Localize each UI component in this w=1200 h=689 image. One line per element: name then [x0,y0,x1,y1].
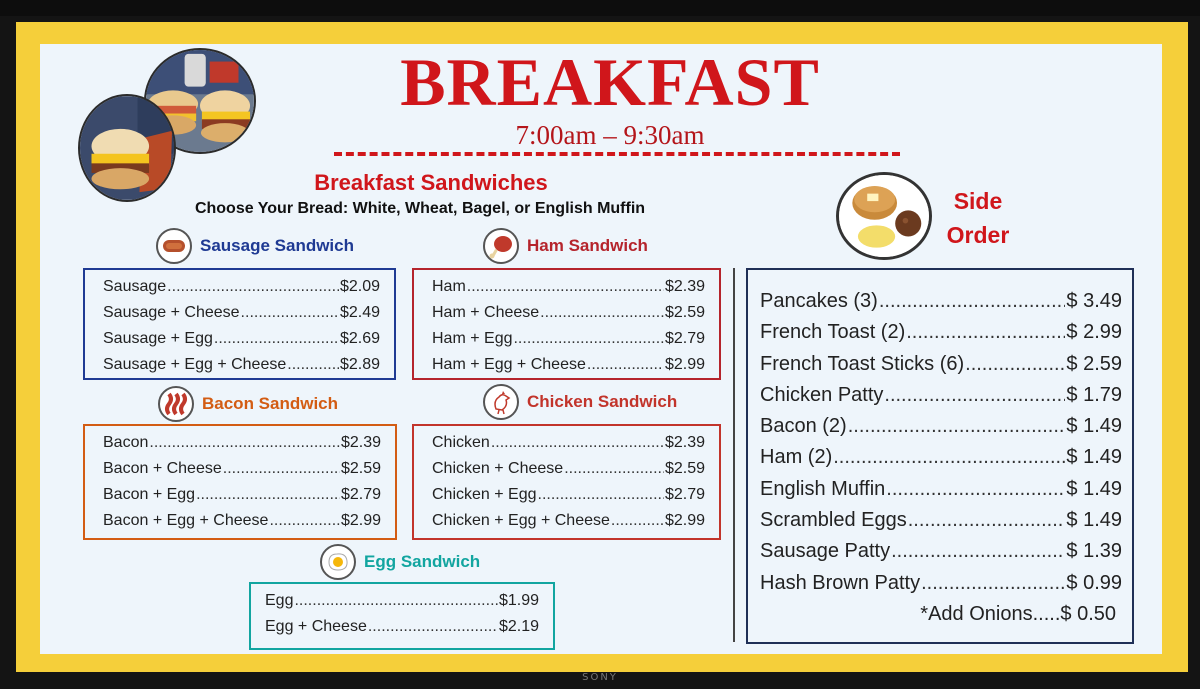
side-order-title-line1: Side [953,188,1003,214]
ham-category-header [483,228,648,264]
sausage-category-header [156,228,354,264]
pancake-plate-photo [836,172,932,260]
menu-item-row: Sausage + Cheese ..... $2.49 [103,300,380,326]
menu-item-row: Bacon + Cheese ..... $2.59 [103,456,381,482]
side-item-row: Bacon (2) ..... $ 1.49 [760,411,1122,442]
sausage-icon [156,228,192,264]
chicken-category-label: Chicken Sandwich [527,392,678,411]
sausage-category-label: Sausage Sandwich [200,236,354,255]
menu-item-row: Chicken + Cheese ..... $2.59 [432,456,705,482]
side-order-price-box [746,268,1134,644]
menu-item-row: Ham + Egg + Cheese ..... $2.99 [432,352,705,378]
side-item-row: French Toast Sticks (6) ..... $ 2.59 [760,349,1122,380]
ham-category-label: Ham Sandwich [527,236,648,255]
egg-category-header [320,544,480,580]
menu-item-row: Egg + Cheese ..... $2.19 [265,614,539,640]
side-item-row: Chicken Patty ..... $ 1.79 [760,380,1122,411]
sandwiches-section-title: Breakfast Sandwiches [314,170,548,195]
bread-choice-note: Choose Your Bread: White, Wheat, Bagel, or English Muffin [194,200,646,217]
egg-price-box [249,582,555,650]
side-item-row: Pancakes (3) ..... $ 3.49 [760,286,1122,317]
serving-hours: 7:00am – 9:30am [515,120,705,150]
menu-item-row: Chicken + Egg + Cheese ..... $2.99 [432,508,705,534]
side-item-row: French Toast (2) ..... $ 2.99 [760,317,1122,348]
addon-price: $ 0.50 [1060,602,1116,625]
addon-label: *Add Onions [920,602,1033,625]
menu-item-row: Sausage + Egg + Cheese ..... $2.89 [103,352,380,378]
bacon-icon [158,386,194,422]
side-item-row: Sausage Patty ..... $ 1.39 [760,536,1122,567]
side-item-row: Ham (2) ..... $ 1.49 [760,442,1122,473]
bacon-price-box [83,424,397,540]
bacon-category-label: Bacon Sandwich [202,394,339,413]
tv-bezel-top [0,0,1200,16]
chicken-icon [483,384,519,420]
menu-item-row: Ham ..... $2.39 [432,274,705,300]
ham-price-box [412,268,721,380]
ham-leg-icon [483,228,519,264]
bacon-category-header [158,386,338,422]
menu-item-row: Ham + Cheese ..... $2.59 [432,300,705,326]
chicken-category-header [483,384,677,420]
sausage-price-box [83,268,396,380]
menu-item-row: Egg ..... $1.99 [265,588,539,614]
menu-item-row: Ham + Egg ..... $2.79 [432,326,705,352]
menu-title: BREAKFAST [400,44,820,120]
tv-brand-logo: SONY [582,672,618,683]
menu-item-row: Bacon + Egg ..... $2.79 [103,482,381,508]
menu-item-row: Bacon + Egg + Cheese ..... $2.99 [103,508,381,534]
side-item-row: Scrambled Eggs ..... $ 1.49 [760,505,1122,536]
side-item-row: English Muffin ..... $ 1.49 [760,474,1122,505]
menu-item-row: Chicken ..... $2.39 [432,430,705,456]
title-divider [334,152,900,156]
menu-item-row: Chicken + Egg ..... $2.79 [432,482,705,508]
side-item-row: Hash Brown Patty ..... $ 0.99 [760,568,1122,599]
side-order-title-line2: Order [946,222,1010,248]
addon-note: *Add Onions.....$ 0.50 [920,602,1116,625]
menu-item-row: Sausage + Egg ..... $2.69 [103,326,380,352]
menu-item-row: Sausage ..... $2.09 [103,274,380,300]
side-order-title [938,184,1018,252]
column-divider [733,268,735,642]
chicken-price-box [412,424,721,540]
menu-item-row: Bacon ..... $2.39 [103,430,381,456]
sandwich-photo-front [78,94,176,202]
fried-egg-icon [320,544,356,580]
egg-category-label: Egg Sandwich [364,552,481,571]
